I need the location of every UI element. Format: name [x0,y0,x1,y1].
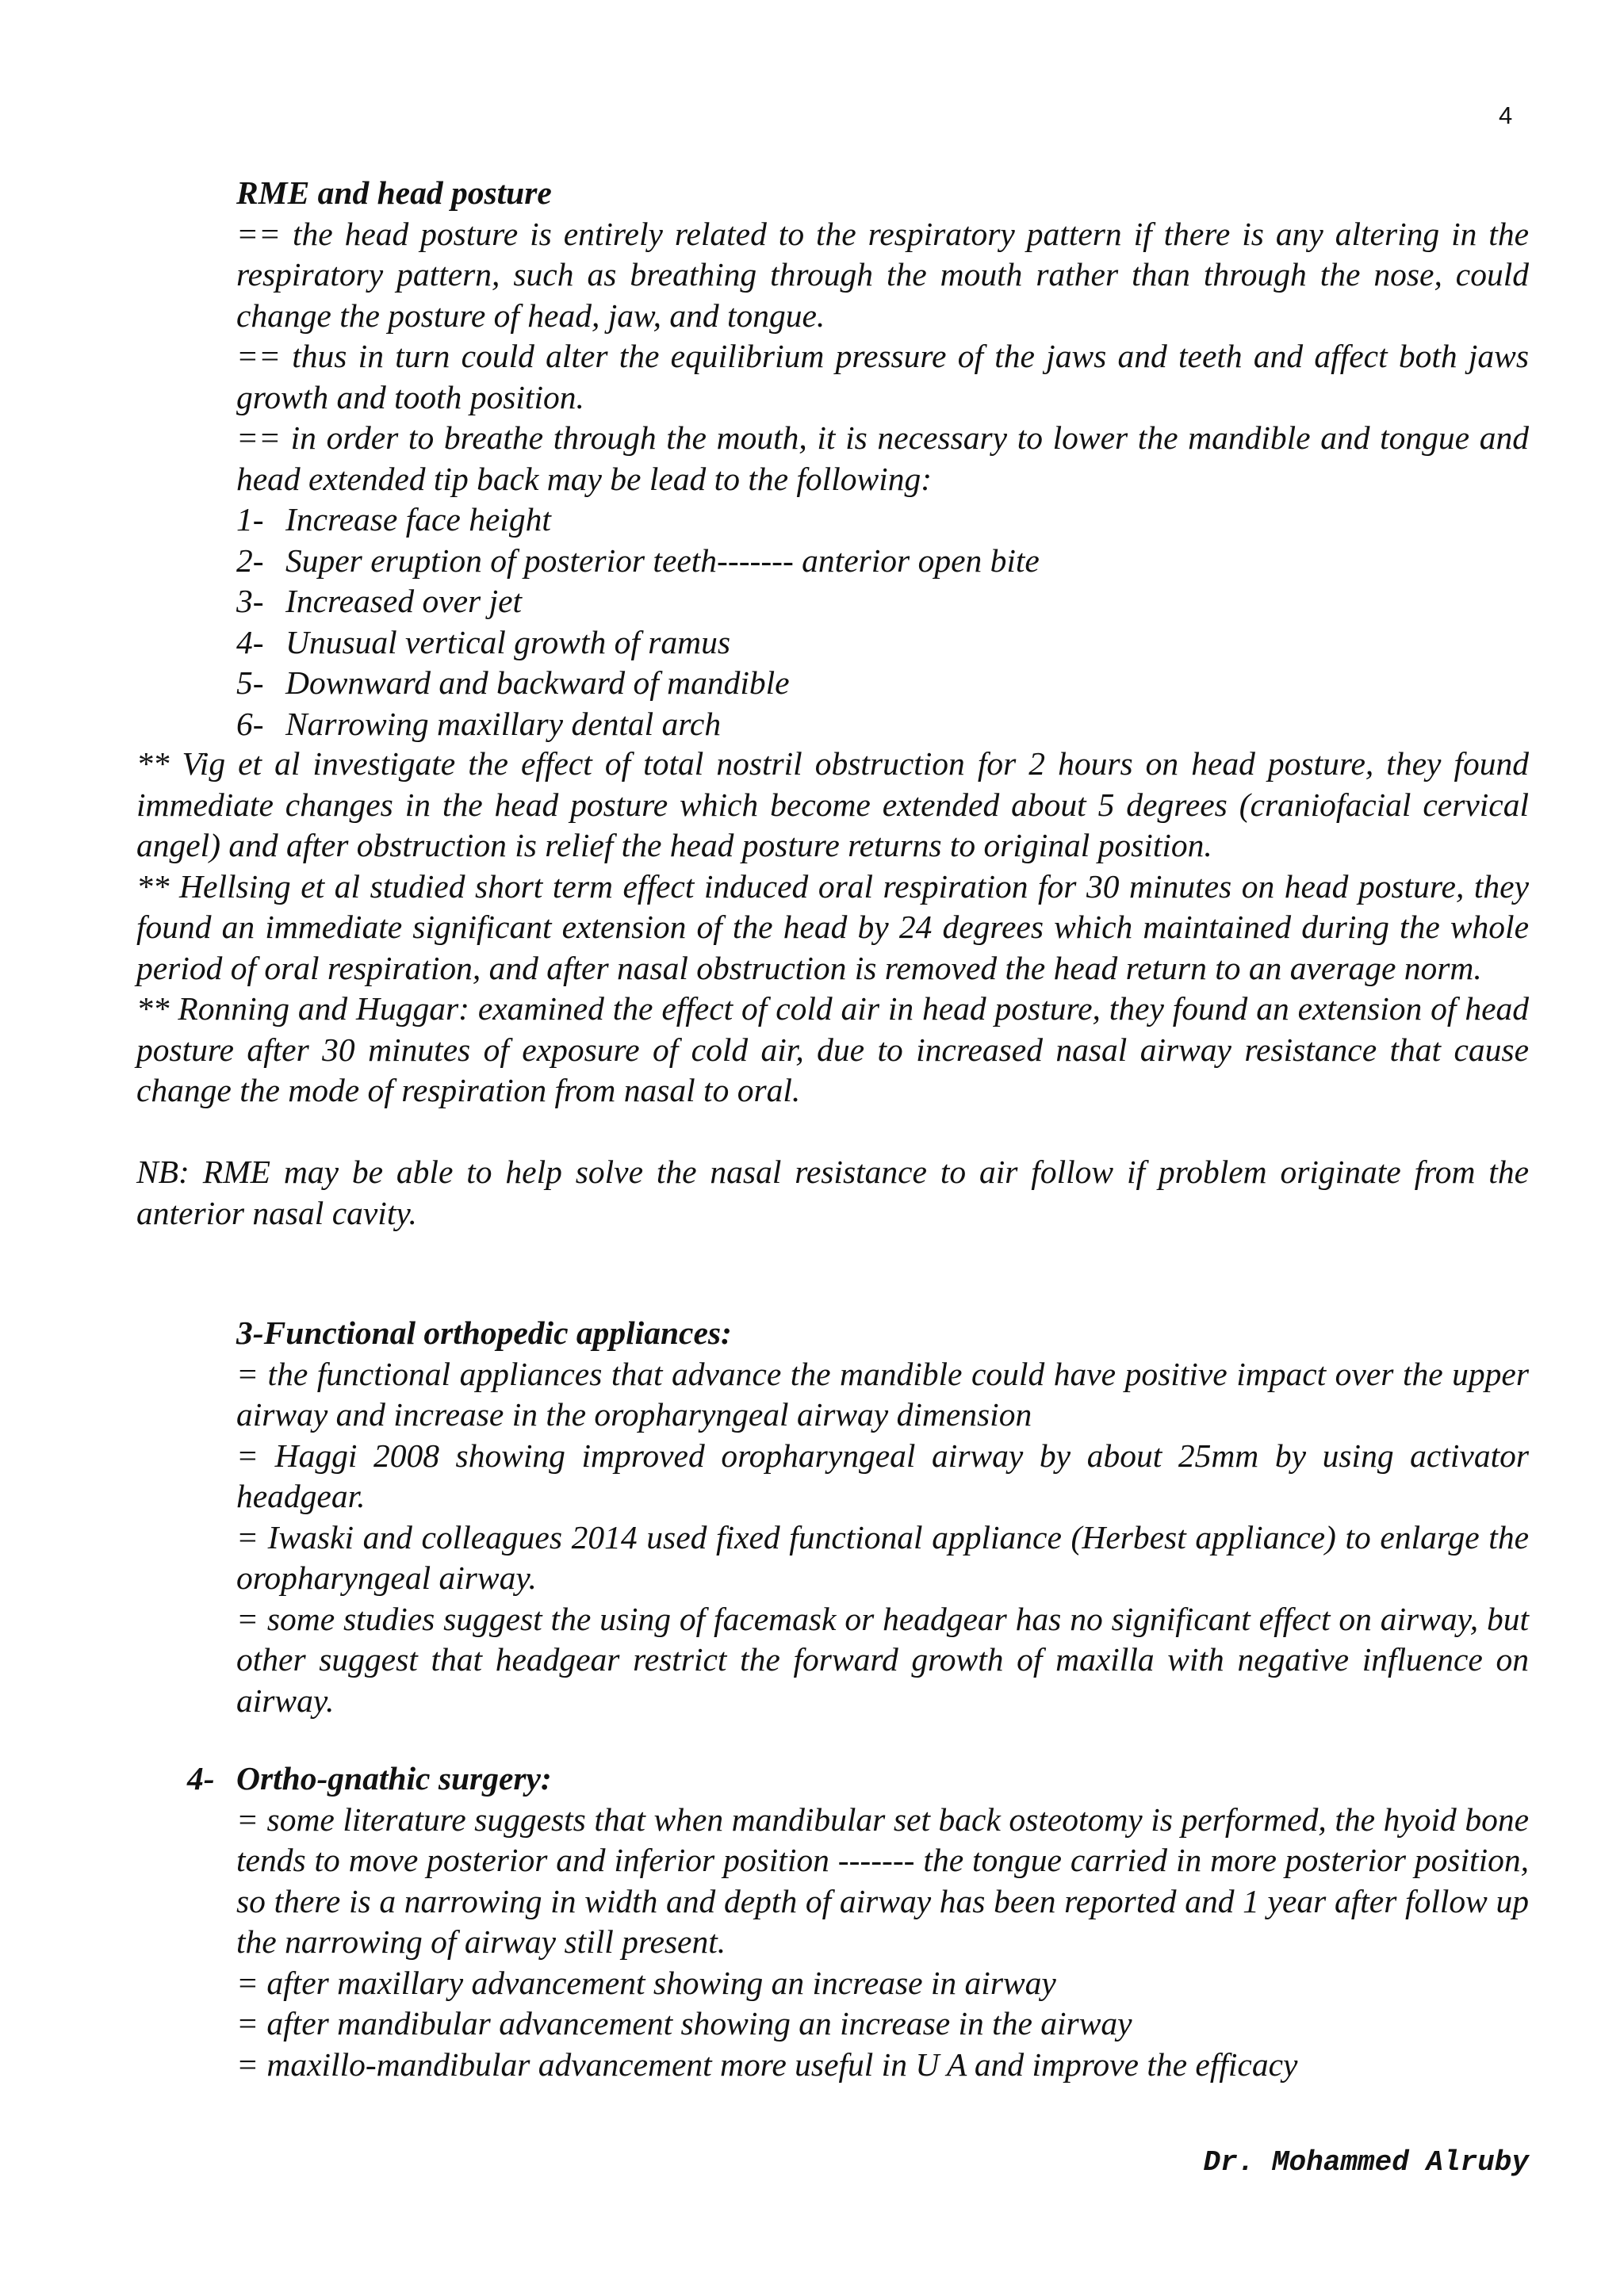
study-paragraph: ** Ronning and Huggar: examined the effect of cold air in head posture, they found an extension of head posture after 30 minutes of exposure of cold air, due to increased nasal airway resistance that cause change the mode of respiration from nasal to oral. [136,990,1529,1108]
list-number: 3- [236,583,264,619]
section-number: 4- [187,1760,215,1797]
list-text: Narrowing maxillary dental arch [285,705,722,742]
list-text: Increase face height [285,501,551,538]
paragraph: == thus in turn could alter the equilibrium pressure of the jaws and teeth and affect both jaws growth and tooth position. [236,338,1529,415]
list-item [236,541,1529,582]
section-heading: 3-Functional orthopedic appliances: [236,1314,732,1351]
paragraph: == in order to breathe through the mouth, it is necessary to lower the mandible and tongue and head extended tip back may be lead to the following: [236,419,1529,497]
functional-section [236,1313,1529,1721]
note-paragraph: NB: RME may be able to help solve the nasal resistance to air follow if problem originate from the anterior nasal cavity. [136,1154,1529,1231]
list-item [236,663,1529,704]
list-item [236,622,1529,664]
list-item [236,704,1529,745]
list-text: Super eruption of posterior teeth------- anterior open bite [285,541,1040,579]
list-text: Downward and backward of mandible [285,664,790,701]
list-item [236,581,1529,622]
study-paragraph: ** Vig et al investigate the effect of total nostril obstruction for 2 hours on head posture, they found immediate changes in the head posture which become extended about 5 degrees (craniofacial cervical angel) and after obstruction is relief the head posture returns to original position. [136,745,1529,863]
paragraph: = after maxillary advancement showing an increase in airway [236,1964,1056,2001]
paragraph: = after mandibular advancement showing an increase in the airway [236,2005,1132,2042]
list-number: 4- [236,623,264,660]
paragraph: == the head posture is entirely related to the respiratory pattern if there is any altering in the respiratory pattern, such as breathing through the mouth rather than through the nose, could change the posture of head, jaw, and tongue. [236,215,1529,334]
list-number: 2- [236,541,264,579]
author-footer: Dr. Mohammed Alruby [1203,2146,1529,2179]
rme-section [236,173,1529,744]
paragraph: = some studies suggest the using of facemask or headgear has no significant effect on airway, but other suggest that headgear restrict the forward growth of maxilla with negative influence on airway. [236,1600,1529,1719]
paragraph: = maxillo-mandibular advancement more useful in U A and improve the efficacy [236,2045,1298,2083]
list-item [236,499,1529,541]
list-text: Increased over jet [285,583,523,619]
section-heading: Ortho-gnathic surgery: [236,1760,552,1797]
page-number: 4 [1499,101,1513,129]
paragraph: = Haggi 2008 showing improved oropharyngeal airway by about 25mm by using activator headgear. [236,1437,1529,1514]
surgery-section [187,1758,1529,2085]
studies-section [136,744,1529,1234]
list-number: 1- [236,501,264,538]
list-text: Unusual vertical growth of ramus [285,623,731,660]
section-heading: RME and head posture [236,174,552,211]
paragraph: = Iwaski and colleagues 2014 used fixed functional appliance (Herbest appliance) to enlarge the oropharyngeal airway. [236,1518,1529,1596]
list-number: 6- [236,705,264,742]
paragraph: = some literature suggests that when mandibular set back osteotomy is performed, the hyoid bone tends to move posterior and inferior position ------- the tongue carried in more posterior position, so there is a narrowing in width and depth of airway has been reported and 1 year after follow up the narrowing of airway still present. [236,1800,1529,1960]
list-number: 5- [236,664,264,701]
study-paragraph: ** Hellsing et al studied short term effect induced oral respiration for 30 minutes on head posture, they found an immediate significant extension of the head by 24 degrees which maintained during the whole period of oral respiration, and after nasal obstruction is removed the head return to an average norm. [136,867,1529,986]
paragraph: = the functional appliances that advance the mandible could have positive impact over the upper airway and increase in the oropharyngeal airway dimension [236,1355,1529,1433]
